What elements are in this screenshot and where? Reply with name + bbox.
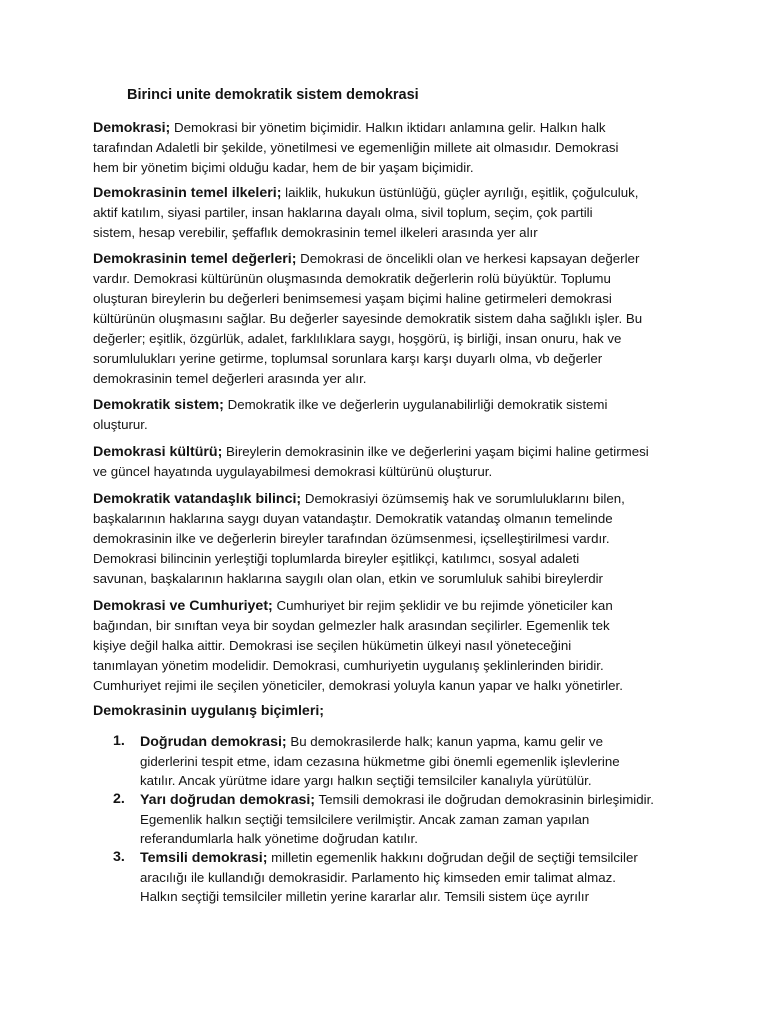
section-line: Demokrasi bilincinin yerleştiği toplumlarda bireyler eşitlikçi, katılımcı, sosyal adaleti [93, 551, 580, 566]
list-line [140, 790, 700, 810]
section-line: başkalarının haklarına saygı duyan vatandaştır. Demokratik vatandaş olmanın temelinde [93, 511, 613, 526]
list-number: 1. [113, 733, 125, 749]
section-term: Demokratik sistem; [93, 397, 224, 413]
list-item-body [140, 848, 700, 907]
list-line: referandumlarla halk yönetime doğrudan katılır. [140, 831, 418, 846]
section-temel-degerler [93, 249, 693, 389]
section-text: Demokrasi de öncelikli olan ve herkesi kapsayan değerler [296, 251, 640, 266]
section-line: aktif katılım, siyasi partiler, insan haklarına dayalı olma, sivil toplum, seçim, çok partili [93, 205, 593, 220]
list-line: katılır. Ancak yürütme idare yargı halkın seçtiği temsilciler kanalıyla yürütülür. [140, 773, 592, 788]
list-term: Doğrudan demokrasi; [140, 734, 287, 750]
section-demokrasi-kulturu [93, 442, 693, 482]
list-text: Temsili demokrasi ile doğrudan demokrasinin birleşimidir. [315, 792, 654, 807]
section-text: Demokrasi bir yönetim biçimidir. Halkın iktidarı anlamına gelir. Halkın halk [170, 120, 606, 135]
list-line [140, 848, 700, 868]
section-line: sistem, hesap verebilir, şeffaflık demokrasinin temel ilkeleri arasında yer alır [93, 225, 538, 240]
section-text: laiklik, hukukun üstünlüğü, güçler ayrılığı, eşitlik, çoğulculuk, [281, 185, 639, 200]
section-line: kültürünün oluşmasını sağlar. Bu değerler sayesinde demokratik sistem daha sağlıklı işler. Bu [93, 311, 643, 326]
section-text: Demokratik ilke ve değerlerin uygulanabilirliği demokratik sistemi [223, 397, 608, 412]
section-term: Demokrasi kültürü; [93, 444, 223, 460]
list-term: Yarı doğrudan demokrasi; [140, 792, 316, 808]
section-term: Demokrasi ve Cumhuriyet; [93, 598, 273, 614]
section-line [93, 183, 693, 203]
section-demokrasi-ve-cumhuriyet [93, 596, 693, 696]
section-line [93, 249, 693, 269]
section-text: Demokrasiyi özümsemiş hak ve sorumluluklarını bilen, [301, 491, 625, 506]
section-text: Bireylerin demokrasinin ilke ve değerlerini yaşam biçimi haline getirmesi [222, 444, 649, 459]
section-line: oluşturur. [93, 417, 148, 432]
section-vatandaslik-bilinci [93, 489, 693, 589]
section-temel-ilkeler [93, 183, 693, 243]
list-number: 2. [113, 791, 125, 807]
list-line [140, 732, 700, 752]
section-line: oluşturan bireylerin bu değerleri benimsemesi yaşam biçimi haline getirmeleri demokrasi [93, 291, 612, 306]
section-line: sorumlulukları yerine getirme, toplumsal sorunlara karşı karşı duyarlı olma, vb değerler [93, 351, 603, 366]
section-line: vardır. Demokrasi kültürünün oluşmasında demokratik değerlerin rolü büyüktür. Toplumu [93, 271, 611, 286]
list-heading: Demokrasinin uygulanış biçimleri; [93, 703, 325, 719]
list-term: Temsili demokrasi; [140, 850, 268, 866]
section-line: savunan, başkalarının haklarına saygılı olan olan, etkin ve sorumluluk sahibi bireylerdir [93, 571, 603, 586]
section-line: değerler; eşitlik, özgürlük, adalet, farklılıklara saygı, hoşgörü, iş birliği, insan onuru, hak ve [93, 331, 622, 346]
list-text: Bu demokrasilerde halk; kanun yapma, kamu gelir ve [286, 734, 603, 749]
list-number: 3. [113, 849, 125, 865]
section-line: demokrasinin temel değerleri arasında yer alır. [93, 371, 367, 386]
section-text: Cumhuriyet bir rejim şeklidir ve bu rejimde yöneticiler kan [272, 598, 613, 613]
list-line: giderlerini tespit etme, idam cezasına hükmetme gibi önemli egemenlik işlevlerine [140, 753, 620, 769]
list-line: aracılığı ile kullandığı demokrasidir. Parlamento hiç kimseden emir talimat almaz. [140, 869, 616, 885]
list-item-body [140, 790, 700, 849]
section-line: ve güncel hayatında uygulayabilmesi demokrasi kültürünü oluşturur. [93, 464, 493, 479]
section-line: kişiye değil halka aittir. Demokrasi ise seçilen hükümetin ülkeyi nasıl yöneteceğini [93, 638, 572, 653]
list-item-body [140, 732, 700, 791]
section-term: Demokrasinin temel ilkeleri; [93, 185, 282, 201]
list-line: Egemenlik halkın seçtiği temsilcilere verilmiştir. Ancak zaman zaman yapılan [140, 811, 590, 827]
section-line [93, 596, 693, 616]
section-demokrasi [93, 118, 693, 178]
section-line: demokrasinin ilke ve değerlerin bireyler tarafından özümsenmesi, içselleştirilmesi vardır. [93, 531, 610, 546]
section-term: Demokratik vatandaşlık bilinci; [93, 491, 302, 507]
section-line: bağından, bir sınıftan veya bir soydan gelmezler halk arasından seçilirler. Egemenlik tek [93, 618, 610, 633]
section-term: Demokrasi; [93, 120, 171, 136]
section-line: hem bir yönetim biçimi olduğu kadar, hem de bir yaşam biçimidir. [93, 160, 474, 175]
section-term: Demokrasinin temel değerleri; [93, 251, 297, 267]
section-line [93, 442, 693, 462]
section-line: tanımlayan yönetim modelidir. Demokrasi, cumhuriyetin uygulanış şeklinlerinden biridir. [93, 658, 604, 673]
section-line: Cumhuriyet rejimi ile seçilen yöneticiler, demokrasi yoluyla kanun yapar ve halkı yönetirler. [93, 678, 623, 693]
section-line [93, 118, 693, 138]
section-line [93, 489, 693, 509]
document-title: Birinci unite demokratik sistem demokrasi [127, 87, 419, 103]
section-line [93, 395, 693, 415]
section-demokratik-sistem [93, 395, 693, 435]
list-line: Halkın seçtiği temsilciler milletin yerine kararlar alır. Temsili sistem üçe ayrılır [140, 889, 590, 904]
section-line: tarafından Adaletli bir şekilde, yönetilmesi ve egemenliğin millete ait olmasıdır. Demokrasi [93, 140, 619, 155]
list-text: milletin egemenlik hakkını doğrudan değil de seçtiği temsilciler [267, 850, 638, 865]
